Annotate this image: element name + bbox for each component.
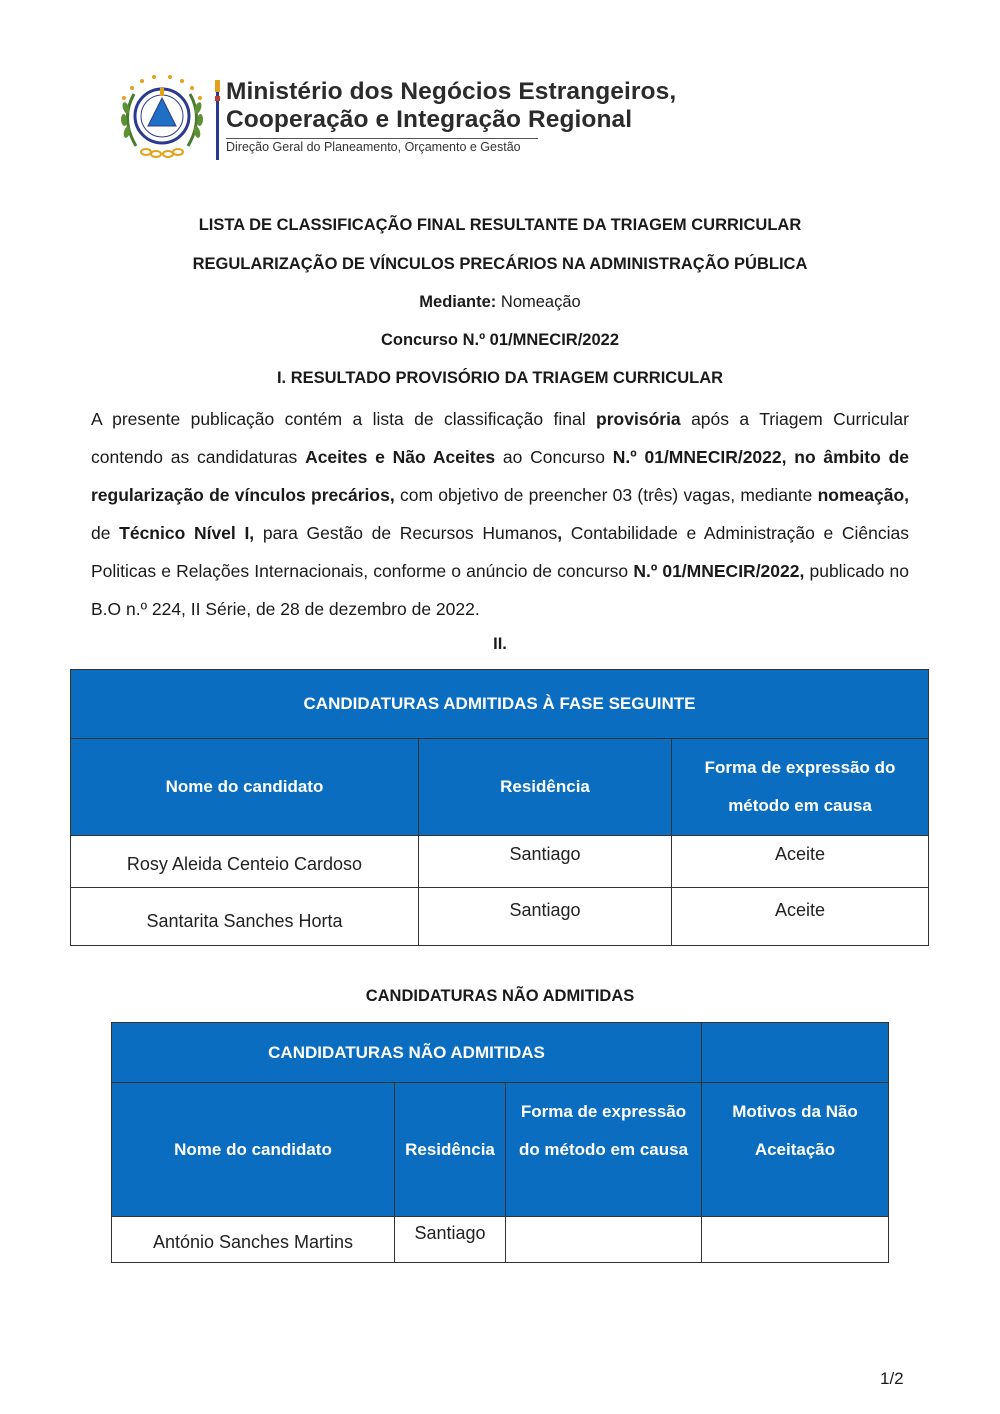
mediante-value: Nomeação <box>500 293 581 311</box>
header-divider <box>216 80 219 160</box>
directorate-name: Direção Geral do Planeamento, Orçamento e Gestão <box>226 140 521 154</box>
table-row <box>71 888 929 946</box>
empty-header-cell <box>702 1023 889 1083</box>
candidate-residence: Santiago <box>419 888 672 946</box>
candidate-status: Aceite <box>672 836 929 888</box>
not-admitted-table-title: CANDIDATURAS NÃO ADMITIDAS <box>112 1023 702 1083</box>
col-header-reasons: Motivos da Não Aceitação <box>702 1083 889 1217</box>
admitted-table <box>70 669 929 946</box>
candidate-reason <box>702 1217 889 1263</box>
ministry-name-line1: Ministério dos Negócios Estrangeiros, <box>226 78 677 105</box>
candidate-name: Santarita Sanches Horta <box>71 888 419 946</box>
col-header-residence: Residência <box>395 1083 506 1217</box>
candidate-status: Aceite <box>672 888 929 946</box>
col-header-method: Forma de expressão do método em causa <box>672 739 929 836</box>
candidate-residence: Santiago <box>395 1217 506 1263</box>
not-admitted-heading: CANDIDATURAS NÃO ADMITIDAS <box>365 987 635 1005</box>
col-header-residence: Residência <box>419 739 672 836</box>
admitted-table-title: CANDIDATURAS ADMITIDAS À FASE SEGUINTE <box>71 670 929 739</box>
doc-title-line2: REGULARIZAÇÃO DE VÍNCULOS PRECÁRIOS NA ADMINISTRAÇÃO PÚBLICA <box>192 255 808 273</box>
candidate-name: Rosy Aleida Centeio Cardoso <box>71 836 419 888</box>
not-admitted-table <box>111 1022 889 1263</box>
col-header-name: Nome do candidato <box>71 739 419 836</box>
page-number: 1/2 <box>880 1369 904 1388</box>
candidate-status <box>506 1217 702 1263</box>
table-row <box>71 836 929 888</box>
ministry-name <box>226 78 676 134</box>
mediante-label: Mediante: <box>419 293 497 311</box>
document-header <box>112 74 752 164</box>
doc-title-line1: LISTA DE CLASSIFICAÇÃO FINAL RESULTANTE DA TRIAGEM CURRICULAR <box>198 216 802 234</box>
concurso-number: Concurso N.º 01/MNECIR/2022 <box>380 331 619 349</box>
intro-paragraph: A presente publicação contém a lista de classificação final provisória após a Triagem Curricular contendo as candidaturas Aceites e Não Aceites ao Concurso N.º 01/MNECIR/2022, no âmbito de regularização de vínculos precários, com objetivo de preencher 03 (três) vagas, mediante nomeação, de Técnico Nível I, para Gestão de Recursos Humanos, Contabilidade e Administração e Ciências Politicas e Relações Internacionais, conforme o anúncio de concurso N.º 01/MNECIR/2022, publicado no B.O n.º 224, II Série, de 28 de dezembro de 2022. <box>91 409 910 619</box>
candidate-residence: Santiago <box>419 836 672 888</box>
mediante-line <box>0 293 1000 312</box>
ministry-name-line2: Cooperação e Integração Regional <box>226 106 633 133</box>
col-header-name: Nome do candidato <box>112 1083 395 1217</box>
header-rule <box>226 138 538 139</box>
coat-of-arms-seal <box>112 74 212 164</box>
section-title-2: II. <box>493 635 507 653</box>
col-header-method: Forma de expressão do método em causa <box>506 1083 702 1217</box>
table-row <box>112 1217 889 1263</box>
candidate-name: António Sanches Martins <box>112 1217 395 1263</box>
section-title-1: I. RESULTADO PROVISÓRIO DA TRIAGEM CURRICULAR <box>276 369 724 387</box>
